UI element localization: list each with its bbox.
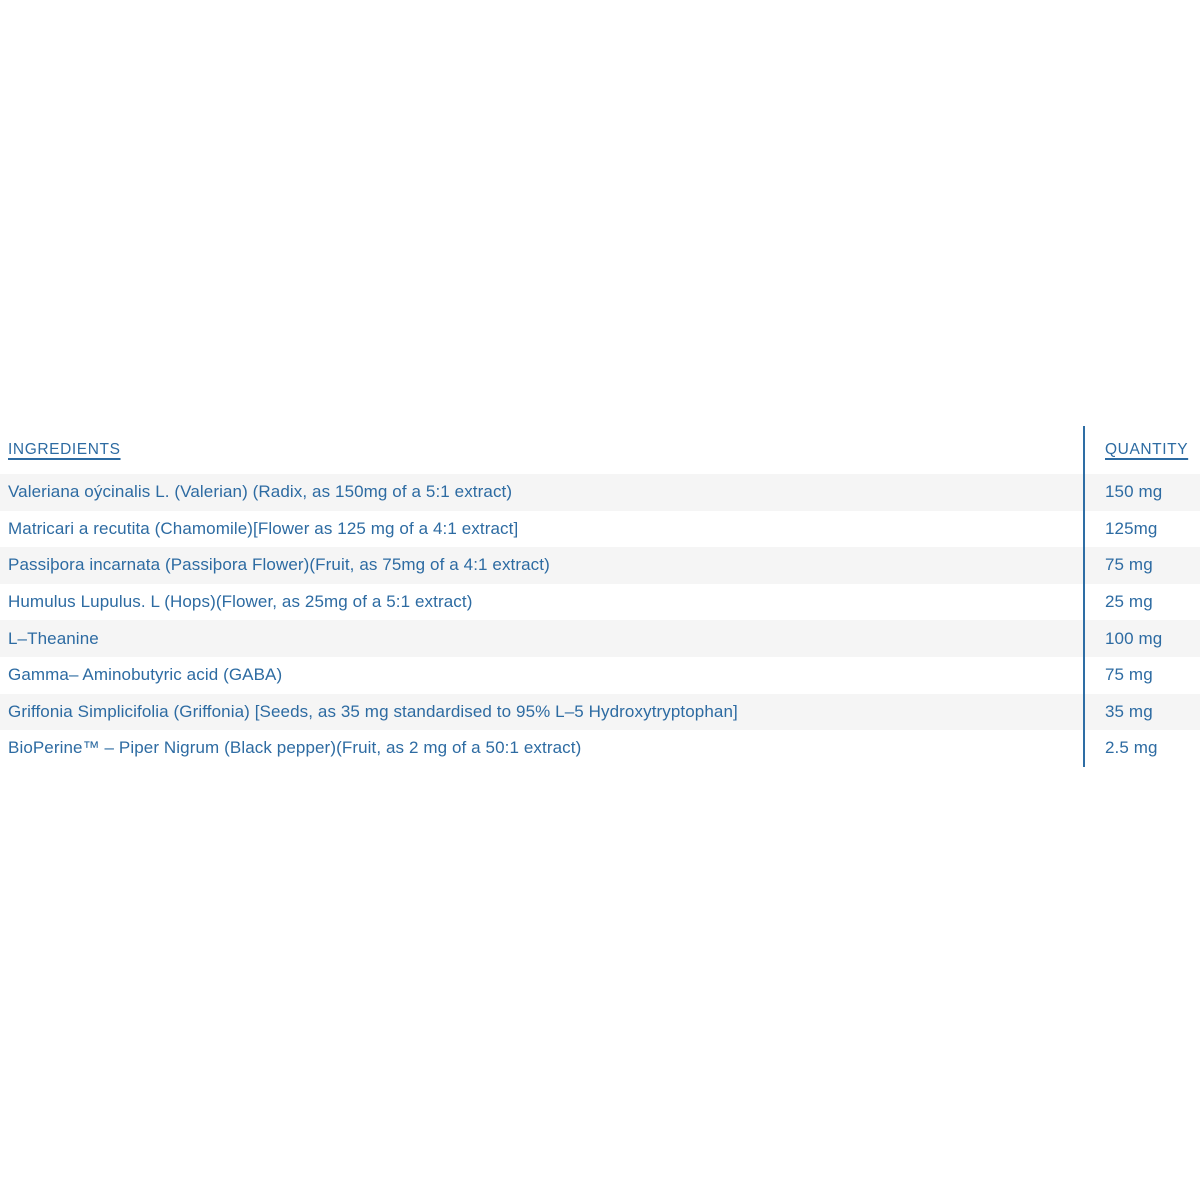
- quantity-cell: 75 mg: [1105, 665, 1153, 685]
- table-row: [0, 511, 1200, 548]
- table-body: [0, 474, 1200, 767]
- table-row: [0, 584, 1200, 621]
- table-header-row: [0, 426, 1200, 474]
- ingredients-table: [0, 426, 1200, 767]
- ingredient-cell: Humulus Lupulus. L (Hops)(Flower, as 25mg of a 5:1 extract): [8, 592, 473, 612]
- quantity-header-cell: [1083, 426, 1200, 474]
- quantity-column-header: QUANTITY: [1105, 441, 1189, 458]
- quantity-cell: 75 mg: [1105, 555, 1153, 575]
- table-row: [0, 474, 1200, 511]
- ingredients-header-cell: [0, 426, 1083, 474]
- quantity-cell: 100 mg: [1105, 628, 1163, 648]
- ingredient-cell: Griffonia Simplicifolia (Griffonia) [Seeds, as 35 mg standardised to 95% L–5 Hydroxytryptophan]: [8, 701, 738, 721]
- ingredient-cell: BioPerine™ – Piper Nigrum (Black pepper)(Fruit, as 2 mg of a 50:1 extract): [8, 738, 582, 758]
- table-row: [0, 657, 1200, 694]
- quantity-cell: 125mg: [1105, 518, 1158, 538]
- table-row: [0, 547, 1200, 584]
- table-row: [0, 730, 1200, 767]
- quantity-cell: 35 mg: [1105, 701, 1153, 721]
- ingredient-cell: Valeriana oýcinalis L. (Valerian) (Radix, as 150mg of a 5:1 extract): [8, 482, 513, 502]
- ingredient-cell: Passiþora incarnata (Passiþora Flower)(Fruit, as 75mg of a 4:1 extract): [8, 555, 550, 575]
- ingredients-column-header: INGREDIENTS: [8, 441, 121, 458]
- table-row: [0, 620, 1200, 657]
- table-row: [0, 694, 1200, 731]
- ingredient-cell: Matricari a recutita (Chamomile)[Flower as 125 mg of a 4:1 extract]: [8, 518, 519, 538]
- ingredient-cell: Gamma– Aminobutyric acid (GABA): [8, 665, 283, 685]
- ingredient-cell: L–Theanine: [8, 628, 99, 648]
- quantity-cell: 2.5 mg: [1105, 738, 1158, 758]
- quantity-cell: 150 mg: [1105, 482, 1163, 502]
- quantity-cell: 25 mg: [1105, 592, 1153, 612]
